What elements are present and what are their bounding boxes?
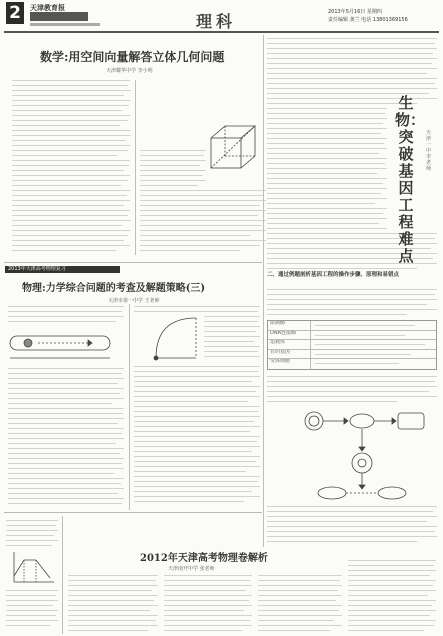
paper-name: 天津教育报 [30, 3, 65, 12]
bio-table-row [268, 340, 436, 350]
bio-column-divider [263, 35, 264, 547]
bio-table-label: 目的基因 [268, 350, 311, 359]
bio-table-row [268, 350, 436, 360]
math-bottom-rule [4, 262, 262, 263]
editor-line: 责任编辑 龚兰 电话 13801369156 [328, 17, 408, 23]
math-byline: 天津耀华中学 李小明 [106, 68, 153, 74]
date-line: 2013年5月16日 星期四 [328, 9, 382, 15]
bio-table-label: 限制酶 [268, 321, 311, 330]
math-title: 数学:用空间向量解答立体几何问题 [40, 50, 225, 64]
physics-circle-figure [152, 314, 200, 362]
bio-table-row [268, 321, 436, 331]
bio-table-label: 运载体 [268, 340, 311, 349]
bio-title-text: 生物：突破基因工程难点 [395, 94, 426, 265]
bio-table [267, 320, 437, 370]
bio-table-row [268, 359, 436, 369]
physics-title: 物理:力学综合问题的考查及解题策略(三) [22, 283, 206, 294]
bio-gene-diagram [292, 407, 432, 502]
bio-table-label: DNA连接酶 [268, 331, 311, 340]
page-number-badge [6, 2, 24, 24]
bio-table-label: 受体细胞 [268, 359, 311, 369]
bio-section-heading: 二、通过例题剖析基因工程的操作步骤、原理和易错点 [267, 272, 400, 278]
page-number: 2 [9, 3, 21, 23]
masthead-rule [4, 31, 439, 33]
math-column-divider [135, 80, 136, 255]
section-title: 理科 [196, 12, 237, 31]
masthead-banner [30, 12, 88, 21]
physics-series-bar [5, 266, 120, 273]
bio-table-row [268, 331, 436, 341]
physics-bottom-rule [4, 512, 262, 513]
physics-series-label: 2013年天津高考物理复习 [8, 266, 66, 272]
exam-byline: 天津南开中学 张老师 [168, 566, 215, 572]
physics-column-divider [129, 304, 130, 510]
exam-column-divider [62, 516, 63, 634]
bio-title [395, 94, 426, 265]
exam-graph-figure [10, 550, 56, 586]
math-cube-figure [205, 120, 261, 176]
physics-byline: 天津市第一中学 王老师 [108, 298, 160, 304]
exam-title: 2012年天津高考物理卷解析 [140, 553, 268, 564]
physics-track-figure [8, 326, 114, 364]
masthead-subline [30, 23, 100, 26]
bio-author: 天津一中 李老师 [426, 130, 432, 172]
